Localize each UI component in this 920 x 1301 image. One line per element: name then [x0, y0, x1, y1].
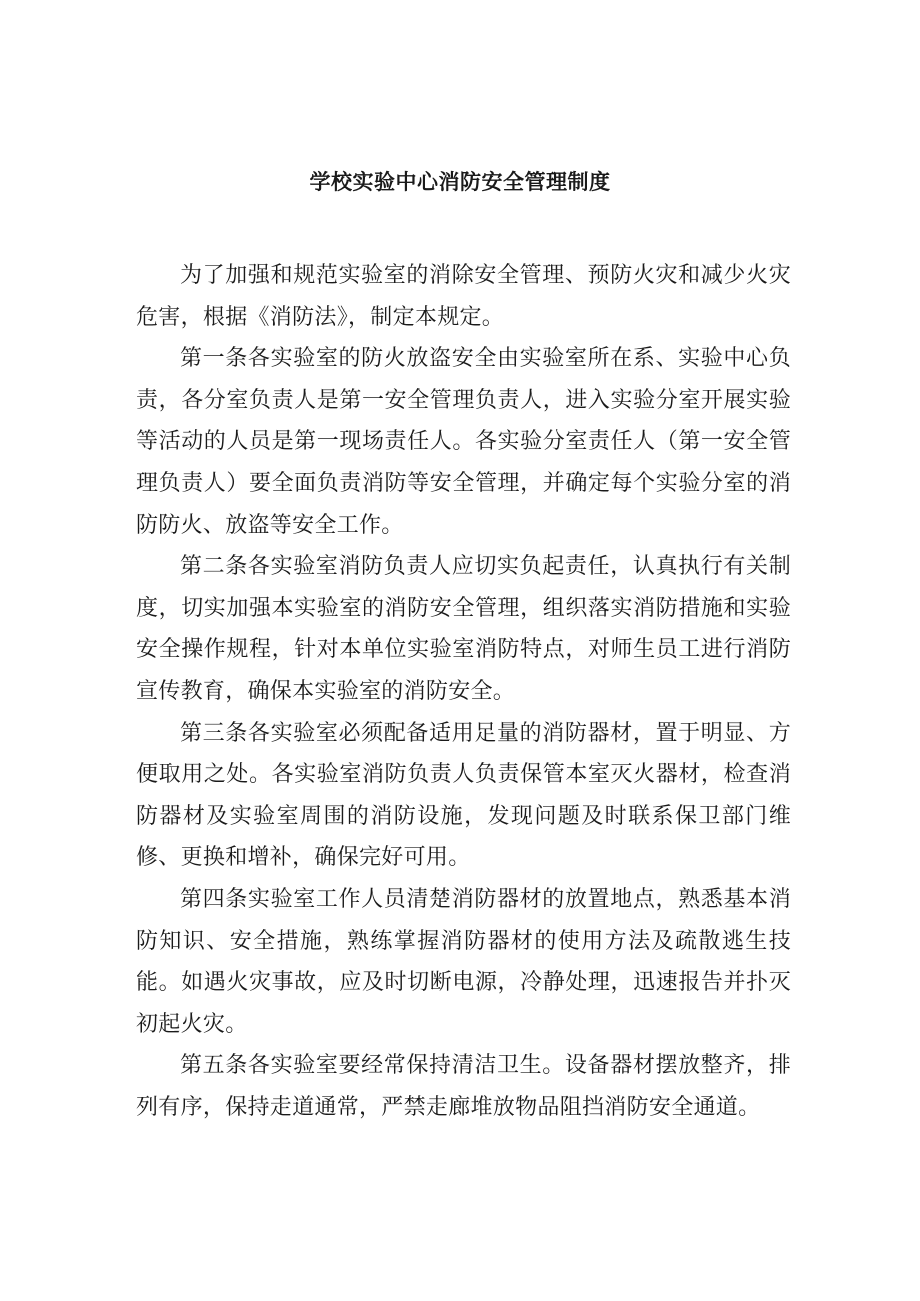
document-title: 学校实验中心消防安全管理制度	[309, 170, 611, 194]
article-5-paragraph: 第五条各实验室要经常保持清洁卫生。设备器材摆放整齐，排列有序，保持走道通常，严禁走廊堆放物品阻挡消防安全通道。	[136, 1053, 791, 1120]
article-1-paragraph: 第一条各实验室的防火放盗安全由实验室所在系、实验中心负责，各分室负责人是第一安全管理负责人，进入实验分室开展实验等活动的人员是第一现场责任人。各实验分室责任人（第一安全管理负责人）要全面负责消防等安全管理，并确定每个实验分室的消防防火、放盗等安全工作。	[136, 346, 791, 538]
document-body	[136, 255, 791, 1128]
article-2-paragraph: 第二条各实验室消防负责人应切实负起责任，认真执行有关制度，切实加强本实验室的消防安全管理，组织落实消防措施和实验安全操作规程，针对本单位实验室消防特点，对师生员工进行消防宣传教育，确保本实验室的消防安全。	[136, 554, 791, 704]
article-3-paragraph: 第三条各实验室必须配备适用足量的消防器材，置于明显、方便取用之处。各实验室消防负责人负责保管本室灭火器材，检查消防器材及实验室周围的消防设施，发现问题及时联系保卫部门维修、更换和增补，确保完好可用。	[136, 720, 791, 871]
article-4-paragraph: 第四条实验室工作人员清楚消防器材的放置地点，熟悉基本消防知识、安全措施，熟练掌握消防器材的使用方法及疏散逃生技能。如遇火灾事故，应及时切断电源，冷静处理，迅速报告并扑灭初起火灾。	[136, 886, 791, 1037]
intro-paragraph: 为了加强和规范实验室的消除安全管理、预防火灾和减少火灾危害，根据《消防法》，制定本规定。	[136, 263, 791, 330]
